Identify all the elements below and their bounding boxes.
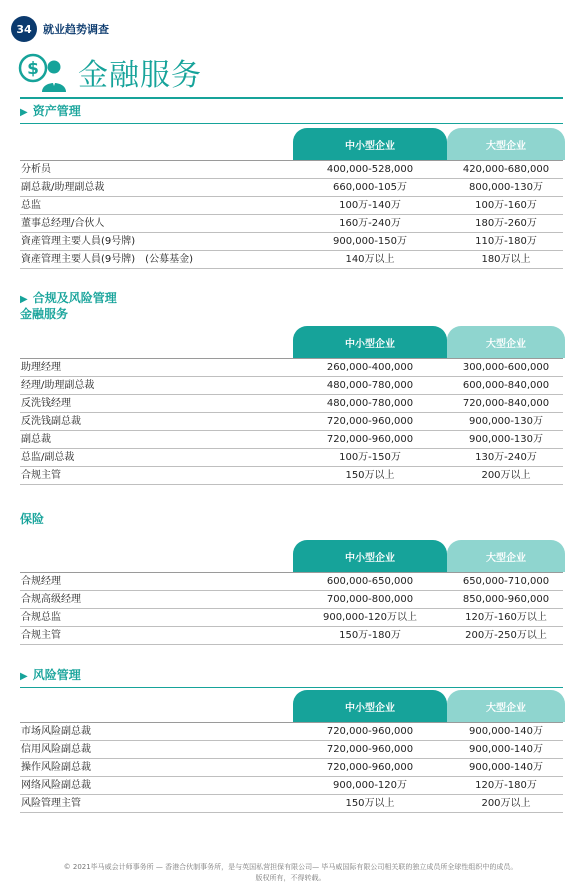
col-header-sme: 中小型企业	[293, 690, 447, 722]
running-title: 就业趋势调查	[43, 23, 109, 36]
table-row	[20, 413, 563, 431]
large-salary-cell: 130万-240万	[475, 452, 537, 463]
sme-salary-cell: 150万以上	[345, 798, 395, 809]
section-heading	[20, 290, 563, 306]
section-heading-label: 资产管理	[32, 104, 81, 118]
money-person-icon	[18, 50, 70, 94]
sme-salary-cell: 150万以上	[345, 470, 395, 481]
large-salary-cell: 900,000-130万	[468, 434, 544, 445]
section-risk-management	[20, 667, 563, 813]
role-cell: 董事总经理/合伙人	[21, 218, 105, 229]
sme-salary-cell: 100万-150万	[339, 452, 401, 463]
table-row	[20, 759, 563, 777]
table-row	[20, 449, 563, 467]
role-cell: 資產管理主要人員(9号牌) (公募基金)	[21, 254, 193, 265]
large-salary-cell: 850,000-960,000	[462, 594, 550, 605]
sme-salary-cell: 100万-140万	[339, 200, 401, 211]
sme-salary-cell: 660,000-105万	[332, 182, 408, 193]
column-headers	[20, 540, 563, 572]
page-header	[11, 16, 109, 42]
title-row	[18, 50, 202, 94]
triangle-icon: ▶	[20, 107, 28, 118]
large-salary-cell: 200万-250万以上	[465, 630, 547, 641]
large-salary-cell: 200万以上	[481, 470, 531, 481]
col-header-large: 大型企业	[447, 128, 565, 160]
subheading-insurance: 保险	[20, 512, 45, 526]
col-header-large: 大型企业	[447, 326, 565, 358]
large-salary-cell: 600,000-840,000	[462, 380, 550, 391]
sme-salary-cell: 150万-180万	[339, 630, 401, 641]
role-cell: 市场风险副总裁	[21, 726, 91, 737]
sme-salary-cell: 480,000-780,000	[326, 380, 414, 391]
sme-salary-cell: 720,000-960,000	[326, 762, 414, 773]
table-row	[20, 609, 563, 627]
large-salary-cell: 800,000-130万	[468, 182, 544, 193]
large-salary-cell: 180万-260万	[475, 218, 537, 229]
table-compliance-finance	[20, 358, 563, 485]
sme-salary-cell: 720,000-960,000	[326, 726, 414, 737]
role-cell: 合规经理	[21, 576, 61, 587]
role-cell: 经理/助理副总裁	[21, 380, 95, 391]
large-salary-cell: 120万-180万	[475, 780, 537, 791]
sme-salary-cell: 600,000-650,000	[326, 576, 414, 587]
section-heading	[20, 103, 563, 119]
large-salary-cell: 100万-160万	[475, 200, 537, 211]
large-salary-cell: 900,000-140万	[468, 744, 544, 755]
table-row	[20, 777, 563, 795]
table-row	[20, 627, 563, 645]
role-cell: 反洗钱副总裁	[21, 416, 81, 427]
large-salary-cell: 650,000-710,000	[462, 576, 550, 587]
large-salary-cell: 900,000-140万	[468, 762, 544, 773]
section-compliance	[20, 290, 563, 485]
role-cell: 合规主管	[21, 630, 61, 641]
sme-salary-cell: 720,000-960,000	[326, 434, 414, 445]
column-headers	[20, 128, 563, 160]
footer	[0, 862, 581, 884]
col-header-sme: 中小型企业	[293, 128, 447, 160]
sme-salary-cell: 480,000-780,000	[326, 398, 414, 409]
role-cell: 信用风险副总裁	[21, 744, 91, 755]
page-number-badge: 34	[11, 16, 37, 42]
role-cell: 总监/副总裁	[21, 452, 75, 463]
table-asset	[20, 160, 563, 269]
sme-salary-cell: 260,000-400,000	[326, 362, 414, 373]
table-row	[20, 233, 563, 251]
role-cell: 合规主管	[21, 470, 61, 481]
section-asset-management	[20, 103, 563, 269]
sme-salary-cell: 700,000-800,000	[326, 594, 414, 605]
role-cell: 分析员	[21, 164, 51, 175]
title-rule	[20, 97, 563, 99]
large-salary-cell: 120万-160万以上	[465, 612, 547, 623]
large-salary-cell: 300,000-600,000	[462, 362, 550, 373]
table-row	[20, 395, 563, 413]
col-header-large: 大型企业	[447, 690, 565, 722]
sme-salary-cell: 160万-240万	[339, 218, 401, 229]
page-title: 金融服务	[78, 58, 202, 93]
sme-salary-cell: 900,000-120万	[332, 780, 408, 791]
role-cell: 副总裁/助理副总裁	[21, 182, 105, 193]
table-row	[20, 197, 563, 215]
large-salary-cell: 420,000-680,000	[462, 164, 550, 175]
section-heading	[20, 667, 563, 683]
role-cell: 合规总监	[21, 612, 61, 623]
column-headers	[20, 690, 563, 722]
role-cell: 反洗钱经理	[21, 398, 71, 409]
svg-text:$: $	[27, 59, 39, 79]
footer-copyright: © 2021毕马威会计师事务所 — 香港合伙制事务所，是与英国私营担保有限公司— 毕马威国际有限公司相关联的独立成员所全球性组织中的成员。	[63, 863, 518, 871]
role-cell: 操作风险副总裁	[21, 762, 91, 773]
large-salary-cell: 200万以上	[481, 798, 531, 809]
table-row	[20, 741, 563, 759]
role-cell: 风险管理主管	[21, 798, 81, 809]
subheading-finance: 金融服务	[20, 307, 69, 321]
table-row	[20, 215, 563, 233]
sme-salary-cell: 400,000-528,000	[326, 164, 414, 175]
large-salary-cell: 900,000-130万	[468, 416, 544, 427]
role-cell: 資產管理主要人員(9号牌)	[21, 236, 136, 247]
sme-salary-cell: 900,000-120万以上	[322, 612, 418, 623]
table-row	[20, 591, 563, 609]
section-heading-label: 合规及风险管理	[32, 291, 117, 305]
large-salary-cell: 900,000-140万	[468, 726, 544, 737]
triangle-icon: ▶	[20, 294, 28, 305]
table-row	[20, 573, 563, 591]
table-row	[20, 359, 563, 377]
table-row	[20, 377, 563, 395]
role-cell: 合规高级经理	[21, 594, 81, 605]
footer-rights: 版权所有，不得转载。	[255, 874, 326, 882]
table-row	[20, 467, 563, 485]
section-heading-label: 风险管理	[32, 668, 81, 682]
table-row	[20, 251, 563, 269]
role-cell: 助理经理	[21, 362, 61, 373]
table-row	[20, 795, 563, 813]
section-insurance	[20, 511, 563, 645]
table-risk	[20, 722, 563, 813]
table-row	[20, 723, 563, 741]
col-header-sme: 中小型企业	[293, 540, 447, 572]
sme-salary-cell: 140万以上	[345, 254, 395, 265]
table-row	[20, 179, 563, 197]
sme-salary-cell: 720,000-960,000	[326, 744, 414, 755]
role-cell: 副总裁	[21, 434, 51, 445]
role-cell: 网络风险副总裁	[21, 780, 91, 791]
column-headers	[20, 326, 563, 358]
large-salary-cell: 110万-180万	[475, 236, 537, 247]
col-header-sme: 中小型企业	[293, 326, 447, 358]
col-header-large: 大型企业	[447, 540, 565, 572]
table-compliance-insurance	[20, 572, 563, 645]
table-row	[20, 431, 563, 449]
triangle-icon: ▶	[20, 671, 28, 682]
role-cell: 总监	[21, 200, 41, 211]
large-salary-cell: 720,000-840,000	[462, 398, 550, 409]
large-salary-cell: 180万以上	[481, 254, 531, 265]
sme-salary-cell: 720,000-960,000	[326, 416, 414, 427]
sme-salary-cell: 900,000-150万	[332, 236, 408, 247]
table-row	[20, 161, 563, 179]
